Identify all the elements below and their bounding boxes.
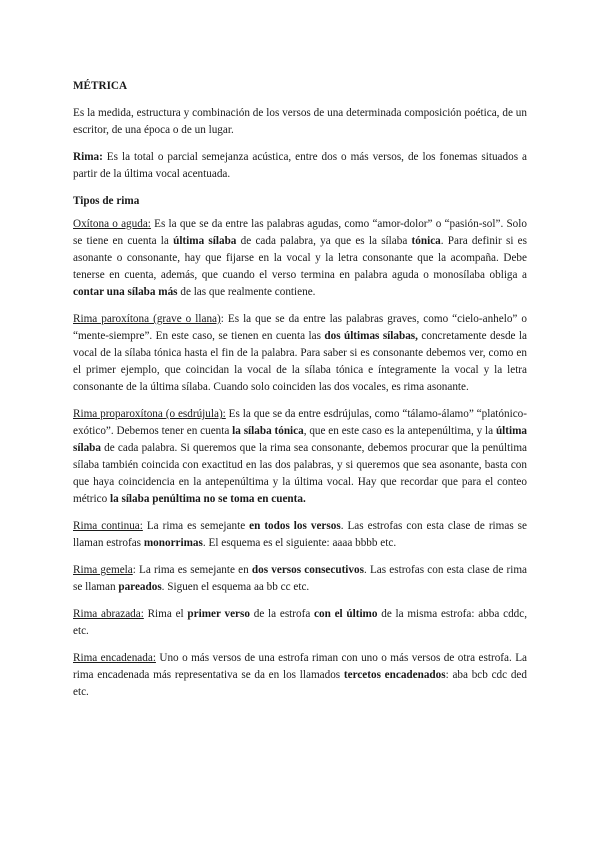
- rima-text: Es la total o parcial semejanza acústica, entre dos o más versos, de los fonemas situados a partir de la última vocal acentuada.: [73, 151, 527, 180]
- proparoxitona-bold-1: la sílaba tónica: [232, 425, 304, 437]
- oxitona-text-2: de cada palabra, ya que es la sílaba: [236, 235, 412, 247]
- gemela-text-2: . Las estrofas con esta clase de rima se llaman: [73, 564, 527, 593]
- rima-definition: [73, 149, 527, 183]
- proparoxitona-text-1: Es la que se da entre esdrújulas, como “tálamo-álamo” “platónico-exótico”. Debemos tener en cuenta: [73, 408, 527, 437]
- encadenada-text-2: : aba bcb cdc ded etc.: [73, 669, 527, 698]
- document-page: [73, 78, 527, 711]
- proparoxitona-bold-3: la sílaba penúltima no se toma en cuenta.: [109, 493, 306, 505]
- oxitona-bold-3: contar una sílaba más: [73, 286, 178, 298]
- continua-paragraph: [73, 518, 527, 552]
- encadenada-bold-1: tercetos encadenados: [343, 669, 446, 681]
- paroxitona-label: Rima paroxítona (grave o llana): [73, 313, 221, 325]
- abrazada-paragraph: [73, 606, 527, 640]
- paroxitona-bold-1: dos últimas sílabas,: [324, 330, 418, 342]
- abrazada-text-3: de la misma estrofa: abba cddc, etc.: [73, 608, 528, 637]
- abrazada-bold-1: primer verso: [187, 608, 250, 620]
- gemela-text-1: : La rima es semejante en: [132, 564, 252, 576]
- oxitona-bold-2: tónica: [411, 235, 441, 247]
- gemela-label: Rima gemela: [73, 564, 133, 576]
- paroxitona-text-2: concretamente desde la vocal de la sílaba tónica hasta el fin de la palabra. Para saber si es consonante debemos ver, como en el primer ejemplo, que coincidan la vocal de la sílaba tónica e íntegramente la vocal y la letra consonante de la última sílaba. Cuando solo coinciden las dos vocales, es rima asonante.: [73, 330, 528, 393]
- proparoxitona-text-3: de cada palabra. Si queremos que la rima sea consonante, debemos procurar que la penúltima sílaba también coincida con exactitud en las dos palabras, y si queremos que sea asonante, basta con que haya coincidencia en la antepenúltima y la última vocal. Hay que recordar que para el conteo métrico: [73, 442, 527, 505]
- intro-paragraph: Es la medida, estructura y combinación de los versos de una determinada composición poética, de un escritor, de una época o de un lugar.: [73, 107, 527, 136]
- continua-label: Rima continua:: [73, 520, 143, 532]
- encadenada-text-1: Uno o más versos de una estrofa riman con uno o más versos de otra estrofa. La rima encadenada más representativa se da en los llamados: [73, 652, 528, 681]
- encadenada-label: Rima encadenada:: [73, 652, 156, 664]
- tipos-heading: Tipos de rima: [73, 195, 140, 207]
- proparoxitona-paragraph: [73, 406, 527, 508]
- oxitona-text-4: de las que realmente contiene.: [177, 286, 316, 298]
- oxitona-text-3: . Para definir si es asonante o consonante, hay que fijarse en la vocal y la letra consonante que la acompaña. Debe tenerse en cuenta, además, que cuando el verso termina en palabra aguda o monosílaba obliga a: [73, 235, 528, 281]
- abrazada-bold-2: con el último: [314, 608, 378, 620]
- gemela-bold-2: pareados: [118, 581, 162, 593]
- abrazada-text-2: de la estrofa: [249, 608, 315, 620]
- paroxitona-text-1: : Es la que se da entre las palabras graves, como “cielo-anhelo” o “mente-siempre”. En este caso, se tienen en cuenta las: [73, 313, 527, 342]
- continua-bold-1: en todos los versos: [249, 520, 341, 532]
- oxitona-label: Oxítona o aguda:: [73, 218, 151, 230]
- oxitona-text-1: Es la que se da entre las palabras agudas, como “amor-dolor” o “pasión-sol”. Solo se tiene en cuenta la: [73, 218, 527, 247]
- encadenada-paragraph: [73, 650, 527, 701]
- gemela-bold-1: dos versos consecutivos: [251, 564, 364, 576]
- paroxitona-paragraph: [73, 311, 527, 396]
- oxitona-paragraph: [73, 216, 527, 301]
- proparoxitona-text-2: , que en este caso es la antepenúltima, y la: [303, 425, 496, 437]
- gemela-text-3: . Siguen el esquema aa bb cc etc.: [161, 581, 310, 593]
- proparoxitona-bold-2: última sílaba: [73, 425, 528, 454]
- continua-text-2: . Las estrofas con esta clase de rimas se llaman estrofas: [73, 520, 527, 549]
- gemela-paragraph: [73, 562, 527, 596]
- page-title: MÉTRICA: [73, 80, 128, 92]
- continua-bold-2: monorrimas: [143, 537, 203, 549]
- oxitona-bold-1: última sílaba: [173, 235, 237, 247]
- proparoxitona-label: Rima proparoxítona (o esdrújula):: [73, 408, 226, 420]
- abrazada-label: Rima abrazada:: [73, 608, 144, 620]
- continua-text-3: . El esquema es el siguiente: aaaa bbbb etc.: [202, 537, 397, 549]
- abrazada-text-1: Rima el: [143, 608, 188, 620]
- rima-label: Rima:: [73, 151, 103, 163]
- continua-text-1: La rima es semejante: [142, 520, 250, 532]
